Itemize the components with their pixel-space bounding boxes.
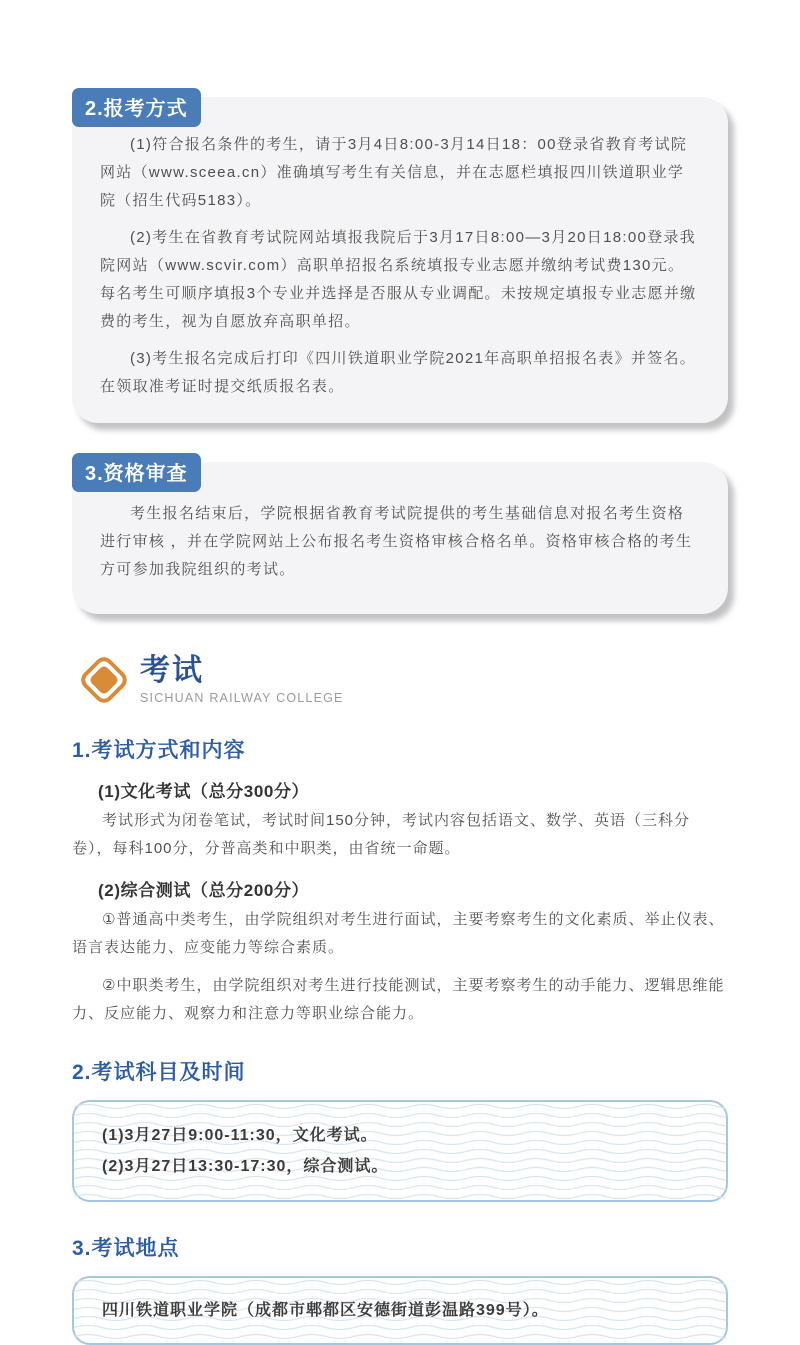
subheading-culture-exam: (1)文化考试（总分300分） bbox=[98, 782, 310, 801]
section-heading-exam-location: 3.考试地点 bbox=[72, 1237, 180, 1260]
qualification-review-badge: 3.资格审查 bbox=[72, 453, 201, 492]
registration-method-card bbox=[72, 97, 728, 423]
chapter-subtitle: SICHUAN RAILWAY COLLEGE bbox=[140, 690, 344, 705]
exam-location-box bbox=[72, 1276, 728, 1345]
section-heading-exam-schedule: 2.考试科目及时间 bbox=[72, 1061, 246, 1084]
diamond-icon bbox=[72, 648, 136, 712]
section-heading-exam-method: 1.考试方式和内容 bbox=[72, 739, 246, 762]
exam-chapter-header bbox=[72, 648, 728, 712]
registration-method-section bbox=[72, 88, 728, 423]
schedule-line: (2)3月27日13:30-17:30，综合测试。 bbox=[102, 1158, 389, 1175]
subheading-comprehensive-test: (2)综合测试（总分200分） bbox=[98, 881, 310, 900]
chapter-title: 考试 bbox=[140, 654, 204, 688]
exam-schedule-box bbox=[72, 1100, 728, 1202]
paragraph: (1)符合报名条件的考生，请于3月4日8:00-3月14日18：00登录省教育考试院网站（www.sceea.cn）准确填写考生有关信息，并在志愿栏填报四川铁道职业学院（招生代码5183）。 bbox=[100, 136, 688, 209]
paragraph: 考生报名结束后，学院根据省教育考试院提供的考生基础信息对报名考生资格进行审核 ，并在学院网站上公布报名考生资格审核合格名单。资格审核合格的考生方可参加我院组织的考试。 bbox=[100, 505, 693, 578]
paragraph: 考试形式为闭卷笔试，考试时间150分钟，考试内容包括语文、数学、英语（三科分卷），每科100分，分普高类和中职类，由省统一命题。 bbox=[72, 812, 691, 857]
schedule-line: (1)3月27日9:00-11:30，文化考试。 bbox=[102, 1127, 378, 1144]
content-column bbox=[0, 88, 800, 1345]
paragraph: (2)考生在省教育考试院网站填报我院后于3月17日8:00—3月20日18:00登录我院网站（www.scvir.com）高职单招报名系统填报专业志愿并缴纳考试费130元。每名考生可顺序填报3个专业并选择是否服从专业调配。未按规定填报专业志愿并缴费的考生，视为自愿放弃高职单招。 bbox=[100, 229, 697, 330]
location-line: 四川铁道职业学院（成都市郫都区安德街道彭温路399号）。 bbox=[102, 1302, 549, 1319]
qualification-review-section bbox=[72, 453, 728, 614]
paragraph: (3)考生报名完成后打印《四川铁道职业学院2021年高职单招报名表》并签名。在领取准考证时提交纸质报名表。 bbox=[100, 350, 697, 395]
page bbox=[0, 88, 800, 1319]
paragraph: ②中职类考生，由学院组织对考生进行技能测试，主要考察考生的动手能力、逻辑思维能力、反应能力、观察力和注意力等职业综合能力。 bbox=[72, 977, 725, 1022]
registration-method-badge: 2.报考方式 bbox=[72, 88, 201, 127]
paragraph: ①普通高中类考生，由学院组织对考生进行面试，主要考察考生的文化素质、举止仪表、语言表达能力、应变能力等综合素质。 bbox=[72, 911, 725, 956]
